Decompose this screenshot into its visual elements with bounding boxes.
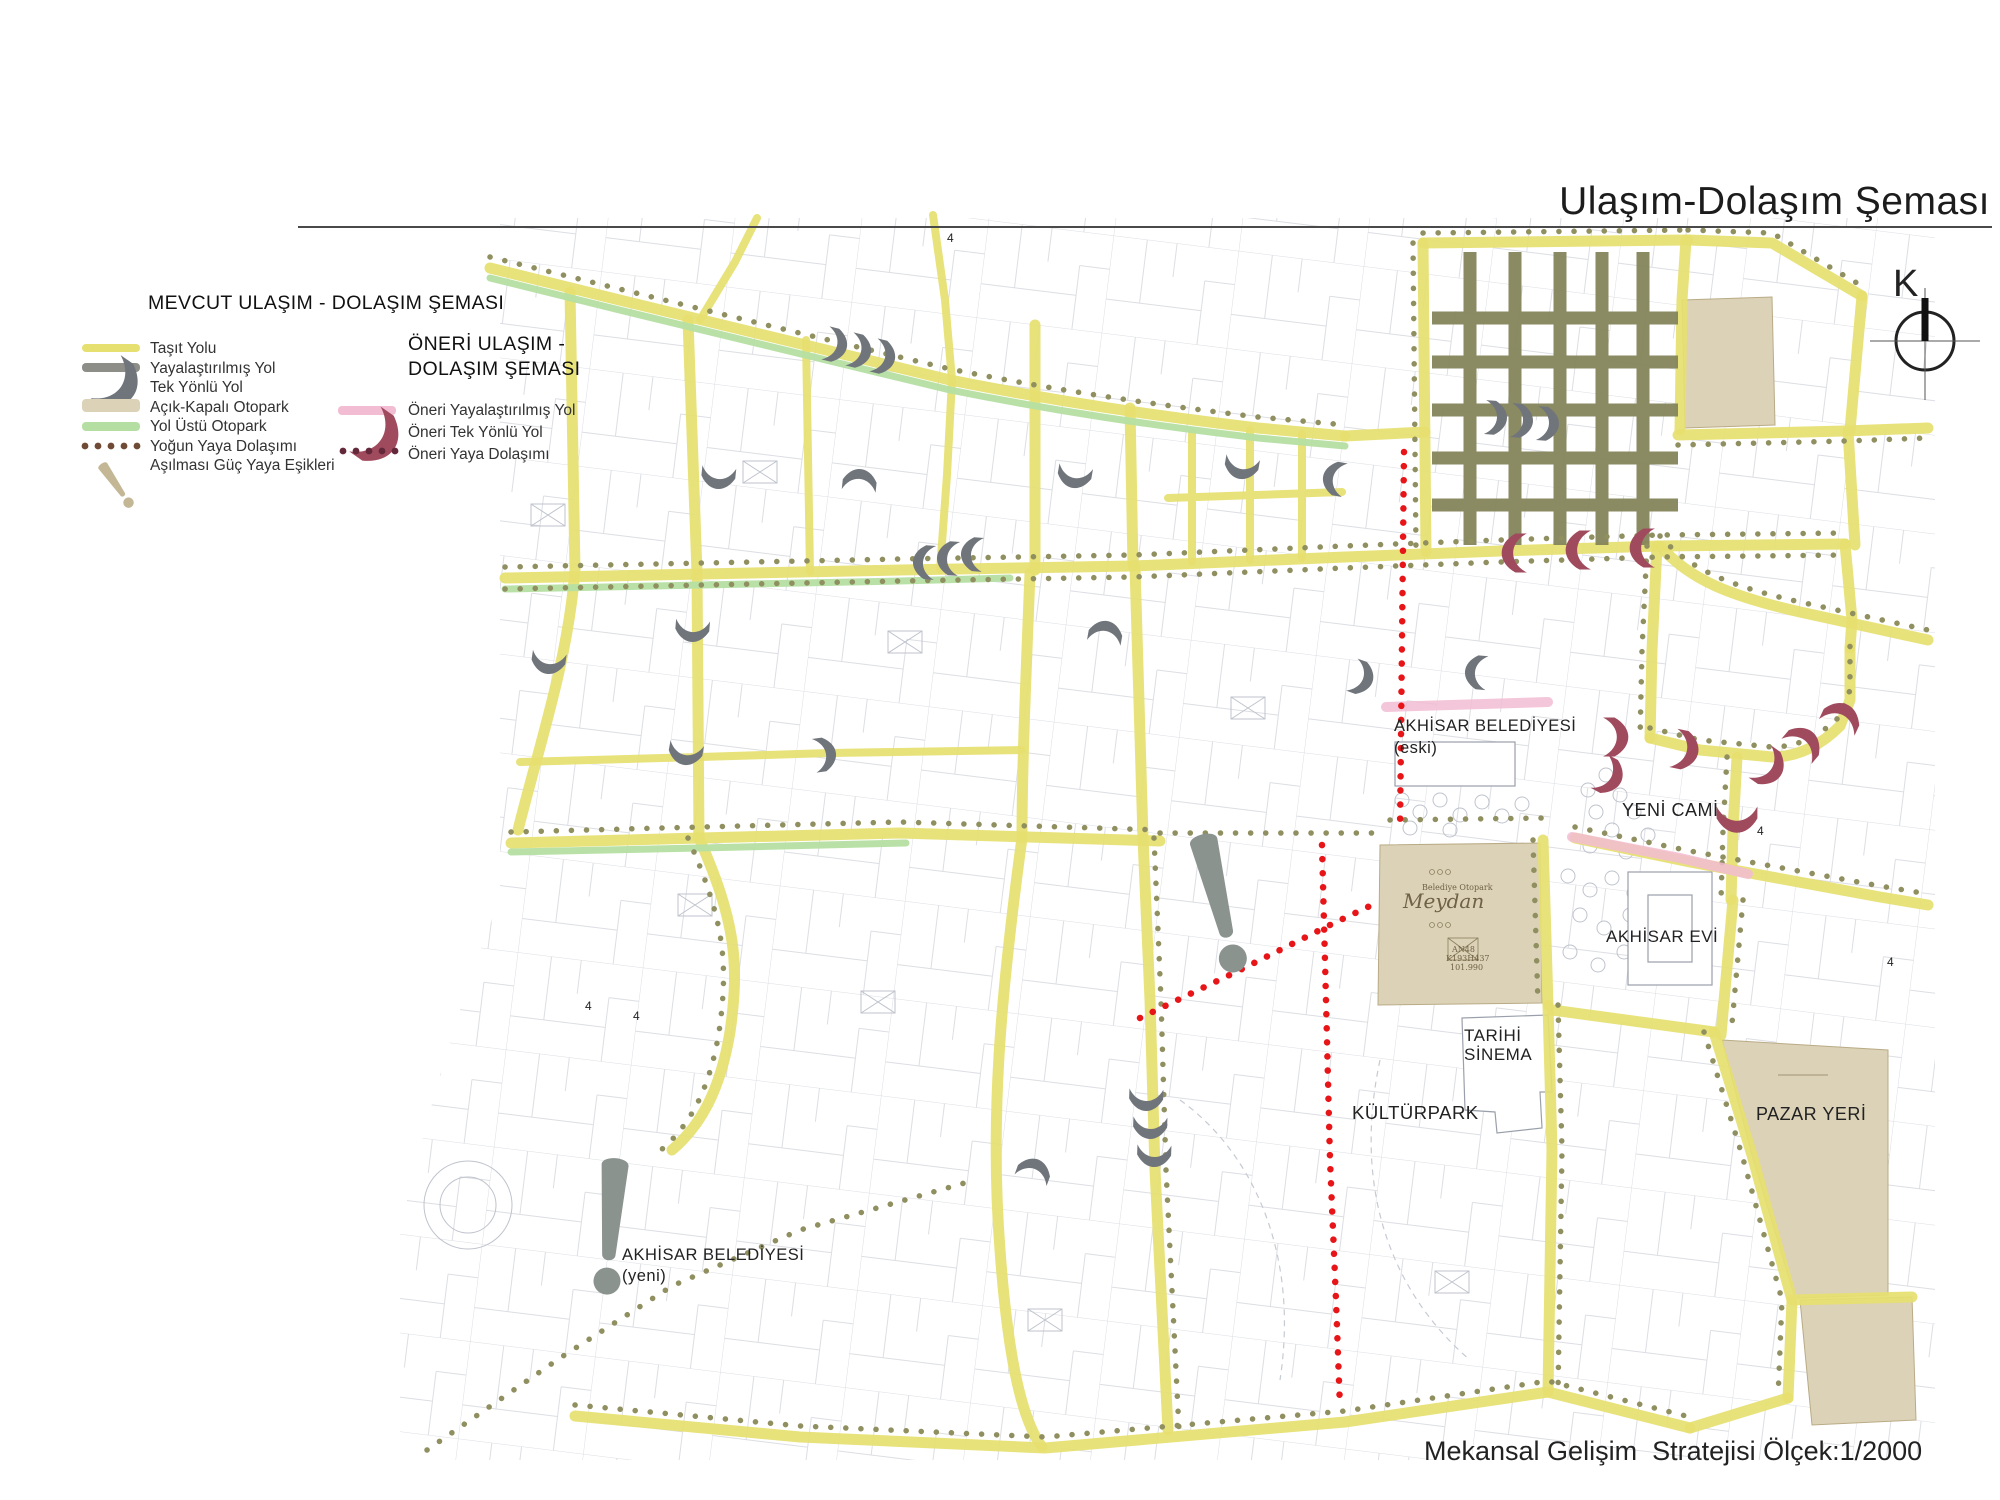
label-meydan: Meydan xyxy=(1403,889,1485,913)
road-segment xyxy=(1130,408,1133,566)
threshold-exclamation-icon xyxy=(84,454,154,524)
block-otopark-grid xyxy=(1682,297,1775,428)
legend-item-label: Açık-Kapalı Otopark xyxy=(150,398,289,416)
road-segment xyxy=(1680,240,1686,430)
label-kulturpark: KÜLTÜRPARK xyxy=(1352,1102,1479,1123)
legend-item-label: Tek Yönlü Yol xyxy=(150,379,243,396)
road-segment xyxy=(1848,431,1855,545)
label-yeni: (yeni) xyxy=(622,1267,667,1285)
label-akhisar-belediyesi-eski: AKHİSAR BELEDİYESİ xyxy=(1394,717,1577,735)
legend-item-label: Öneri Tek Yönlü Yol xyxy=(408,424,543,441)
road-segment xyxy=(1650,546,1657,738)
road-segment xyxy=(1792,1297,1912,1300)
swatch-parking-tan xyxy=(82,399,140,412)
label-parcel-code: AN48 xyxy=(1452,945,1475,954)
label-parcel-4: 4 xyxy=(585,999,593,1013)
label-belediye-otopark: Belediye Otopark xyxy=(1422,883,1493,892)
road-segment xyxy=(1845,544,1852,648)
label-pazar-yeri: PAZAR YERİ xyxy=(1756,1104,1867,1124)
proposed-pedestrianized-road xyxy=(1386,702,1548,707)
legend-item-label: Aşılması Güç Yaya Eşikleri xyxy=(150,457,335,474)
label-parcel-code: 101.990 xyxy=(1450,963,1484,972)
label-yeni-cami: YENİ CAMİ xyxy=(1622,800,1719,820)
legend-proposed-header: ÖNERİ ULAŞIM - xyxy=(408,333,566,355)
block-meydan xyxy=(1378,843,1542,1005)
road-segment xyxy=(806,340,810,572)
label-parcel-code: K193H437 xyxy=(1446,954,1490,963)
label-sinema: SİNEMA xyxy=(1464,1045,1533,1064)
label-parcel-4: 4 xyxy=(1887,955,1895,969)
pedestrianized-grid xyxy=(1432,252,1678,545)
road-segment xyxy=(1548,1005,1552,1392)
legend-item-label: Yol Üstü Otopark xyxy=(150,418,267,435)
title-underline xyxy=(298,226,1992,228)
legend-existing-header: MEVCUT ULAŞIM - DOLAŞIM ŞEMASI xyxy=(148,292,505,314)
road-segment xyxy=(1678,428,1928,435)
legend-item-label: Öneri Yayalaştırılmış Yol xyxy=(408,402,576,419)
dense-dots-icon xyxy=(80,440,142,452)
legend-proposed xyxy=(338,333,638,473)
legend-item-label: Öneri Yaya Dolaşımı xyxy=(408,446,550,463)
label-parcel-4: 4 xyxy=(947,231,955,245)
legend-item-label: Yoğun Yaya Dolaşımı xyxy=(150,437,298,455)
page-title: Ulaşım-Dolaşım Şeması xyxy=(1559,180,1990,223)
legend-item-label: Taşıt Yolu xyxy=(150,340,217,357)
label-eski: (eski) xyxy=(1394,739,1438,757)
north-label: K xyxy=(1893,263,1919,305)
proposed-dots-icon xyxy=(338,445,400,457)
swatch-road-yellow xyxy=(82,344,140,352)
road-segment xyxy=(1423,240,1688,243)
label-akhisar-evi: AKHİSAR EVİ xyxy=(1606,927,1719,946)
label-tarihi: TARİHİ xyxy=(1464,1026,1522,1045)
road-segment xyxy=(1423,243,1426,552)
block-bottom-right xyxy=(1800,1297,1916,1425)
label-parcel-4: 4 xyxy=(1757,824,1765,838)
label-parcel-4: 4 xyxy=(633,1009,641,1023)
swatch-onstreet-green xyxy=(82,422,140,431)
legend-item-label: Yayalaştırılmış Yol xyxy=(150,359,276,377)
maroon-arrow-icon xyxy=(354,413,410,469)
road-segment xyxy=(1345,432,1425,436)
legend-proposed-header: DOLAŞIM ŞEMASI xyxy=(408,358,581,380)
scale-note: Mekansal Gelişim Stratejisi Ölçek:1/2000 xyxy=(1424,1436,1923,1466)
label-akhisar-belediyesi-yeni: AKHİSAR BELEDİYESİ xyxy=(622,1246,805,1264)
road-segment xyxy=(1543,840,1548,1005)
